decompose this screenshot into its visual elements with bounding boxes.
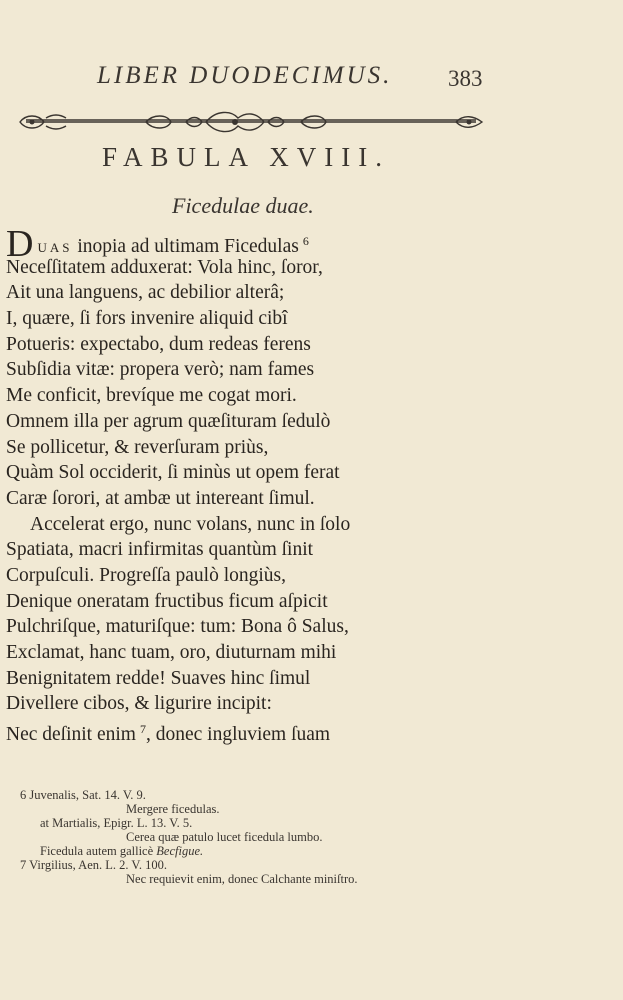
footnote-line: [20, 830, 440, 844]
verse-line: [6, 563, 606, 589]
footnote-line: [20, 872, 440, 886]
verse-text: Neceſſitatem adduxerat: Vola hinc, ſoror,: [6, 256, 323, 278]
footnote-line: [20, 802, 440, 816]
verse-line: [6, 640, 606, 666]
verse-line: [6, 306, 606, 332]
verse-line: [6, 280, 606, 306]
verse-line: [6, 666, 606, 692]
verse-line: [6, 357, 606, 383]
verse-text: Pulchriſque, maturiſque: tum: Bona ô Salus,: [6, 616, 349, 638]
verse-text: inopia ad ultimam Ficedulas: [72, 236, 299, 257]
page-number: 383: [448, 66, 483, 91]
verse-text: Caræ ſorori, at ambæ ut intereant ſimul.: [6, 487, 315, 509]
verse-text: Nec deſinit enim: [6, 724, 136, 746]
footnote-ref: 7: [139, 722, 146, 737]
footnote-line: [20, 788, 440, 802]
verse-text: Potueris: expectabo, dum redeas ferens: [6, 333, 311, 355]
footnote-text: Ficedula autem gallicè: [40, 844, 157, 858]
verse-line: [6, 614, 606, 640]
verse-line: [6, 717, 606, 746]
verse-line: [6, 255, 606, 281]
footnote-line: [20, 816, 440, 830]
verse-line: [6, 589, 606, 615]
footnote-italic-text: Becfigue.: [156, 844, 204, 858]
verse-line: [6, 435, 606, 461]
footnote-text: 7 Virgilius, Aen. L. 2. V. 100.: [20, 858, 167, 872]
verse-text: Divellere cibos, & ligurire incipit:: [6, 693, 272, 715]
verse-text: Denique oneratam fructibus ficum aſpicit: [6, 590, 328, 612]
verse-text: Spatiata, macri infirmitas quantùm ſinit: [6, 539, 314, 561]
footnote-text: Nec requievit enim, donec Calchante miniſtro.: [126, 872, 358, 886]
verse-line: [6, 383, 606, 409]
verse-line: [6, 332, 606, 358]
verse-text: Quàm Sol occiderit, ſi minùs ut opem ferat: [6, 462, 340, 484]
footnote-text: at Martialis, Epigr. L. 13. V. 5.: [40, 816, 193, 830]
verse-line: [6, 409, 606, 435]
footnote-ref: 6: [302, 234, 309, 248]
verse-text: I, quære, ſi fors invenire aliquid cibî: [6, 308, 288, 330]
verse-text: Ait una languens, ac debilior alterâ;: [6, 282, 285, 304]
verse-text: Benignitatem redde! Suaves hinc ſimul: [6, 667, 311, 689]
verse-text: Accelerat ergo, nunc volans, nunc in ſolo: [30, 513, 351, 535]
verse-text: Corpuſculi. Progreſſa paulò longiùs,: [6, 564, 287, 586]
verse-line: [6, 486, 606, 512]
verse-text: , donec ingluviem ſuam: [145, 724, 331, 746]
footnote-text: 6 Juvenalis, Sat. 14. V. 9.: [20, 788, 146, 802]
verse-text: Se pollicetur, & reverſuram priùs,: [6, 436, 269, 458]
verse-line: [6, 537, 606, 563]
fable-subtitle: Ficedulae duae.: [172, 193, 314, 218]
small-caps-text: UAS: [37, 240, 73, 255]
verse-line: [6, 691, 606, 717]
drop-cap: D: [6, 223, 34, 265]
verse-block: [6, 223, 606, 746]
footnote-line: [20, 858, 440, 872]
verse-text: Me conficit, brevíque me cogat mori.: [6, 385, 297, 407]
footnotes: [20, 788, 440, 886]
running-head: [0, 62, 623, 92]
verse-text: Omnem illa per agrum quæſituram ſedulò: [6, 410, 331, 432]
verse-line: [6, 512, 606, 538]
verse-line: [6, 223, 606, 265]
verse-text: Exclamat, hanc tuam, oro, diuturnam mihi: [6, 642, 337, 663]
footnote-text: Mergere ficedulas.: [126, 802, 220, 816]
decorative-rule-ornament: [16, 108, 486, 136]
footnote-line: [20, 844, 440, 858]
verse-line: [6, 460, 606, 486]
fable-title: FABULA XVIII.: [102, 142, 390, 172]
footnote-text: Cerea quæ patulo lucet ficedula lumbo.: [126, 830, 323, 844]
verse-text: Subſidia vitæ: propera verò; nam fames: [6, 359, 315, 381]
running-title: LIBER DUODECIMUS.: [97, 62, 393, 89]
